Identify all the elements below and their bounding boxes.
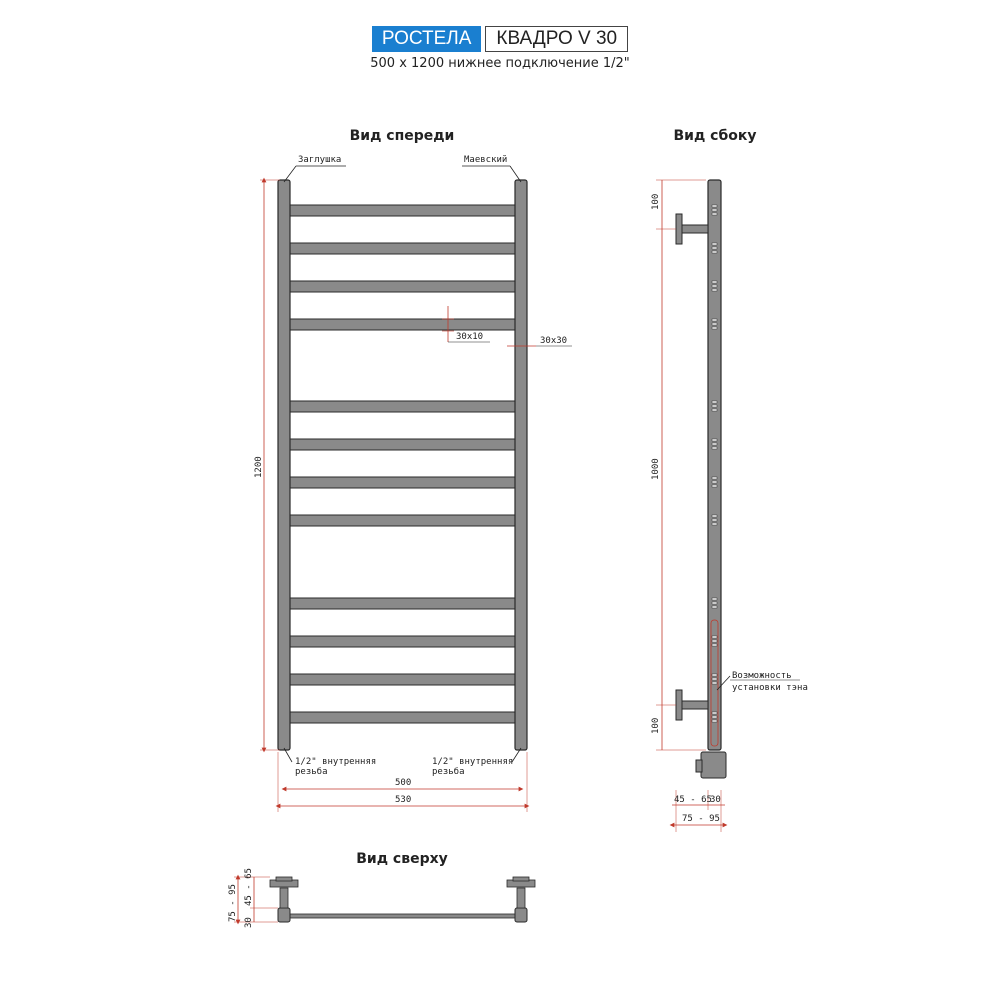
top-right-post [515,908,527,922]
side-rung-mark [712,401,717,403]
side-rung-mark [712,289,717,291]
side-rung-mark [712,205,717,207]
top-view-title: Вид сверху [356,851,448,867]
rung [290,243,515,254]
rung [290,477,515,488]
side-rung-mark [712,481,717,483]
bar-section-dim: 30х10 [456,332,484,342]
top-depth-dim: 75 - 95 [228,884,238,922]
side-rung-mark [712,327,717,329]
side-rung-mark [712,285,717,287]
side-rung-mark [712,640,717,642]
subtitle: 500 х 1200 нижнее подключение 1/2" [370,56,630,71]
side-rung-mark [712,247,717,249]
side-view-title: Вид сбоку [673,128,757,144]
thread-label-left-line2: резьба [295,767,328,777]
side-top-dim: 100 [651,193,661,210]
side-rung-mark [712,443,717,445]
thread-label-right-line2: резьба [432,767,465,777]
side-rung-mark [712,243,717,245]
side-rung-mark [712,523,717,525]
side-view [651,180,808,832]
side-rung-mark [712,720,717,722]
brand-badge: РОСТЕЛА [372,26,482,52]
side-rung-mark [712,515,717,517]
front-rungs [290,205,515,723]
model-name: КВАДРО V 30 [485,26,628,52]
rung [290,439,515,450]
side-rung-mark [712,682,717,684]
rung [290,636,515,647]
side-rung-mark [712,712,717,714]
side-rung-mark [712,209,717,211]
top-post-dim: 30 [244,917,254,928]
side-rung-mark [712,409,717,411]
side-rung-mark [712,447,717,449]
side-rung-mark [712,674,717,676]
side-rung-mark [712,678,717,680]
front-height-dim: 1200 [254,456,264,478]
heater-label-line2: установки тэна [732,683,808,693]
front-view-title: Вид спереди [349,128,455,144]
side-rung-mark [712,636,717,638]
side-rung-mark [712,213,717,215]
rung [290,712,515,723]
rung [290,319,515,330]
width-inner-dim: 500 [395,778,412,788]
side-post-dim: 30 [710,795,721,805]
side-rung-mark [712,602,717,604]
rung [290,205,515,216]
front-right-post [515,180,527,750]
side-rung-mark [712,323,717,325]
side-rung-mark [712,606,717,608]
side-bottom-dim: 100 [651,717,661,734]
plug-label: Заглушка [298,155,342,165]
side-rung-mark [712,485,717,487]
side-post [708,180,721,750]
rung [290,281,515,292]
top-view [228,868,535,928]
top-offset-dim: 45 - 65 [244,868,254,906]
top-left-post [278,908,290,922]
thread-label-right-line1: 1/2" внутренняя [432,757,514,767]
side-rung-mark [712,405,717,407]
rung [290,515,515,526]
thread-label-left-line1: 1/2" внутренняя [295,757,377,767]
side-rung-mark [712,319,717,321]
side-mid-dim: 1000 [651,458,661,480]
post-section-dim: 30х30 [540,336,568,346]
side-rung-mark [712,251,717,253]
mayevsky-label: Маевский [464,155,508,165]
width-outer-dim: 530 [395,795,412,805]
side-rung-mark [712,598,717,600]
side-rung-mark [712,519,717,521]
side-rung-mark [712,281,717,283]
rung [290,598,515,609]
front-view [254,155,572,812]
rung [290,674,515,685]
side-rung-mark [712,439,717,441]
side-rung-mark [712,477,717,479]
side-offset-dim: 45 - 65 [674,795,712,805]
side-rung-mark [712,644,717,646]
rung [290,401,515,412]
heater-label-line1: Возможность [732,671,792,681]
front-left-post [278,180,290,750]
side-rung-mark [712,716,717,718]
side-depth-dim: 75 - 95 [682,814,720,824]
